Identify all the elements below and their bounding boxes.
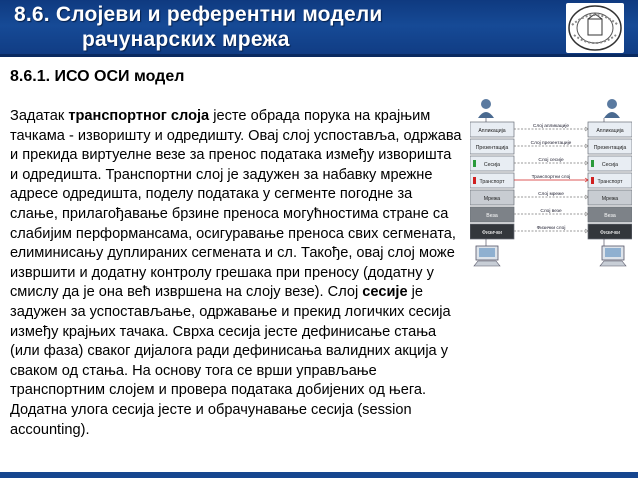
status-marker	[591, 177, 594, 184]
footer-bar	[0, 472, 638, 478]
status-marker	[473, 177, 476, 184]
body-text-part: Задатак	[10, 108, 69, 124]
layer-link-label: Слој сесије	[538, 158, 564, 163]
layer-label-right: Физички	[600, 230, 620, 236]
status-marker	[591, 160, 594, 167]
layer-label-right: Веза	[604, 213, 616, 219]
layer-link-label: Слој апликације	[532, 124, 570, 129]
body-text-part: је задужен за успостављање, одржавање и прекид логичких сесија између крајњих тачака. Сврха сесија јесте дефинисање стања (или фаза) сваког дијалога ради дефинисања валидних акција у сваком од стања. На основу тога се врши управљање транспортним слојем и провера података добијених од њега. Додатна улога сесија јесте и обрачунавање сесија (session accounting).	[10, 284, 451, 438]
university-seal-logo	[566, 3, 624, 53]
layer-label-right: Апликација	[596, 128, 624, 134]
body-text	[10, 107, 462, 440]
layer-link-label: Слој презентације	[530, 141, 572, 146]
layer-label-left: Сесија	[483, 162, 501, 168]
slide-title	[14, 2, 383, 52]
status-marker	[473, 160, 476, 167]
layer-label-left: Физички	[482, 230, 502, 236]
user-icon-left	[478, 99, 494, 118]
layer-label-left: Презентација	[475, 145, 509, 151]
layer-label-left: Мрежа	[483, 196, 501, 202]
body-text-part: јесте обрада порука на крајњим тачкама - изворишту и одредишту. Овај слој успоставља, одржава и прекида виртуелне везе за пренос података између изворишта и одредишта. Транспортни слој је задужен за набавку мрежне адресе одредишта, поделу података у сегменте погодне за слање, прилагођавање брзине преноса могућностима стране са слабијим перформансама, осигуравање преноса свих сегмената, елиминисању дуплираних сегмената и сл. Такође, овај слој може извршити и додатну контролу грешака при преносу (додатну у смислу да је она већ извршена на слоју везе). Слој	[10, 108, 462, 301]
layer-label-right: Транспорт	[597, 179, 623, 185]
session-term: сесије	[362, 284, 408, 301]
layer-link-label: Слој мреже	[538, 192, 564, 197]
layer-link-label: Транспортни слој	[531, 175, 571, 180]
title-line-1: 8.6. Слојеви и референтни модели	[14, 3, 383, 26]
layer-label-right: Презентација	[593, 145, 627, 151]
layer-link-label: Слој везе	[540, 209, 562, 214]
layer-label-left: Веза	[486, 213, 498, 219]
user-icon-right	[604, 99, 620, 118]
section-heading: 8.6.1. ИСО ОСИ модел	[10, 68, 185, 85]
title-bar	[0, 0, 638, 57]
layer-label-left: Апликација	[478, 128, 506, 134]
computer-icon-right	[600, 246, 626, 266]
computer-icon-left	[474, 246, 500, 266]
layer-label-left: Транспорт	[479, 179, 505, 185]
layer-link-label: Физички слој	[536, 226, 566, 231]
transport-layer-term: транспортног слоја	[68, 108, 210, 124]
title-line-2: рачунарских мрежа	[82, 28, 290, 51]
layer-label-right: Сесија	[601, 162, 619, 168]
osi-model-diagram	[470, 96, 632, 272]
layer-label-right: Мрежа	[601, 196, 619, 202]
